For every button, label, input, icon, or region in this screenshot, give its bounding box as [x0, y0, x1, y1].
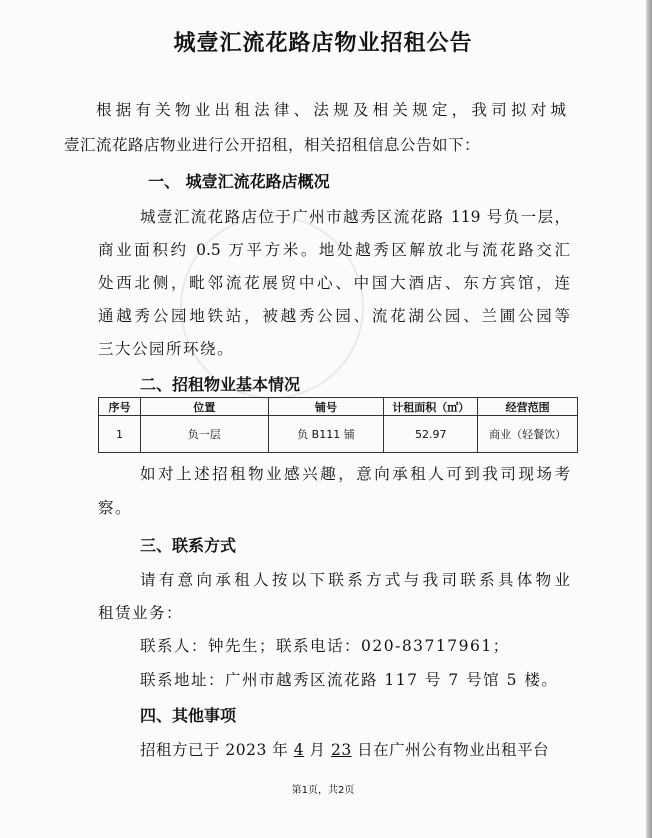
section3-line-1: 请有意向承租人按以下联系方式与我司联系具体物业	[140, 571, 570, 589]
section1-heading: 一、 城壹汇流花路店概况	[148, 172, 330, 191]
intro-line-2: 壹汇流花路店物业进行公开招租，相关招租信息公告如下：	[64, 136, 481, 154]
section1-line-2: 商业面积约 0.5 万平方米。地处越秀区解放北与流花路交汇	[98, 241, 570, 259]
section4-text-pre: 招租方已于 2023 年	[140, 741, 294, 759]
section4-heading: 四、其他事项	[140, 706, 237, 725]
section4-line-1	[140, 738, 610, 760]
table-row	[99, 416, 578, 453]
header-area: 计租面积（㎡）	[384, 398, 478, 416]
page-title: 城壹汇流花路店物业招租公告	[173, 31, 473, 56]
cell-index: 1	[99, 416, 141, 453]
section1-line-1: 城壹汇流花路店位于广州市越秀区流花路 119 号负一层，	[140, 208, 570, 226]
rental-table	[98, 397, 578, 453]
section1-line-3: 处西北侧，毗邻流花展贸中心、中国大酒店、东方宾馆，连	[98, 274, 570, 292]
section3-heading: 三、联系方式	[140, 536, 237, 555]
intro-line-1: 根据有关物业出租法律、法规及相关规定，我司拟对城	[96, 101, 566, 119]
header-index: 序号	[99, 398, 141, 416]
contact-address-line: 联系地址：广州市越秀区流花路 117 号 7 号馆 5 楼。	[140, 671, 559, 689]
section4-day: 23	[330, 741, 352, 759]
cell-area: 52.97	[384, 416, 478, 453]
header-business-scope: 经营范围	[478, 398, 578, 416]
page-footer: 第1页，共2页	[291, 785, 355, 796]
section1-line-4: 通越秀公园地铁站，被越秀公园、流花湖公园、兰圃公园等	[98, 307, 570, 325]
section2-after-line-2: 察。	[98, 499, 133, 517]
cell-location: 负一层	[140, 416, 268, 453]
section2-heading: 二、招租物业基本情况	[140, 375, 301, 394]
contact-person-line: 联系人：钟先生；联系电话：020-83717961；	[140, 637, 510, 655]
cell-business-scope: 商业（轻餐饮）	[478, 416, 578, 453]
section3-line-2: 租赁业务：	[98, 604, 184, 622]
section4-text-mid1: 月	[304, 741, 331, 759]
section1-line-5: 三大公园所环绕。	[98, 340, 235, 358]
header-shop-number: 铺号	[268, 398, 384, 416]
cell-shop-number: 负 B111 铺	[268, 416, 384, 453]
section4-month: 4	[293, 741, 305, 759]
header-location: 位置	[140, 398, 268, 416]
section2-after-line-1: 如对上述招租物业感兴趣，意向承租人可到我司现场考	[140, 465, 570, 483]
section4-text-mid2: 日在广州公有物业出租平台	[351, 741, 550, 759]
table-header-row	[99, 398, 578, 416]
page-edge-shadow	[646, 0, 652, 838]
